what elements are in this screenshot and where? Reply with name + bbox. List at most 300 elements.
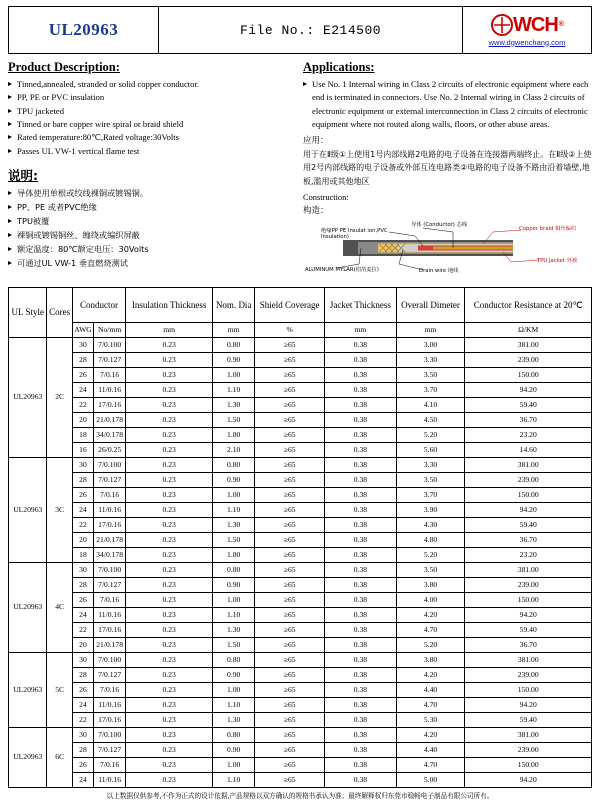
cell-awg: 28: [72, 352, 93, 367]
cell-conductor-resistance: 94.20: [465, 382, 592, 397]
cell-overall-dimeter: 4.80: [396, 532, 465, 547]
cell-awg: 28: [72, 742, 93, 757]
cell-overall-dimeter: 3.70: [396, 382, 465, 397]
cell-nom-dia: 0.80: [213, 562, 255, 577]
cell-jacket-thickness: 0.38: [325, 397, 396, 412]
table-head: [9, 287, 592, 337]
cell-jacket-thickness: 0.38: [325, 727, 396, 742]
cell-overall-dimeter: 4.20: [396, 667, 465, 682]
cell-insulation-thickness: 0.23: [126, 667, 213, 682]
table-row: [9, 517, 592, 532]
cell-overall-dimeter: 3.30: [396, 457, 465, 472]
cell-jacket-thickness: 0.38: [325, 712, 396, 727]
cell-awg: 22: [72, 712, 93, 727]
table-row: [9, 382, 592, 397]
right-column: [303, 60, 592, 280]
cell-conductor-resistance: 36.70: [465, 532, 592, 547]
cell-overall-dimeter: 3.90: [396, 502, 465, 517]
cell-insulation-thickness: 0.23: [126, 637, 213, 652]
subcol-shield-unit: %: [255, 322, 325, 337]
cell-overall-dimeter: 4.70: [396, 757, 465, 772]
cell-conductor-resistance: 150.00: [465, 682, 592, 697]
cell-insulation-thickness: 0.23: [126, 607, 213, 622]
cell-insulation-thickness: 0.23: [126, 682, 213, 697]
cell-conductor-resistance: 381.00: [465, 562, 592, 577]
cell-shield-coverage: ≥65: [255, 367, 325, 382]
cell-jacket-thickness: 0.38: [325, 757, 396, 772]
applications-title: Applications:: [303, 60, 375, 74]
cell-no-mm: 7/0.127: [94, 667, 126, 682]
cell-overall-dimeter: 4.10: [396, 397, 465, 412]
cell-no-mm: 7/0.100: [94, 562, 126, 577]
cell-conductor-resistance: 381.00: [465, 457, 592, 472]
cell-overall-dimeter: 4.70: [396, 622, 465, 637]
table-row: [9, 682, 592, 697]
cell-shield-coverage: ≥65: [255, 592, 325, 607]
col-jacket-thickness: Jacket Thickness: [325, 287, 396, 322]
cell-nom-dia: 1.00: [213, 757, 255, 772]
cell-jacket-thickness: 0.38: [325, 517, 396, 532]
cell-conductor-resistance: 23.20: [465, 547, 592, 562]
cell-insulation-thickness: 0.23: [126, 397, 213, 412]
cell-awg: 22: [72, 517, 93, 532]
cell-awg: 30: [72, 652, 93, 667]
cell-overall-dimeter: 4.40: [396, 742, 465, 757]
cell-jacket-thickness: 0.38: [325, 592, 396, 607]
cell-shield-coverage: ≥65: [255, 547, 325, 562]
cell-jacket-thickness: 0.38: [325, 487, 396, 502]
cell-conductor-resistance: 381.00: [465, 727, 592, 742]
cell-conductor-resistance: 94.20: [465, 697, 592, 712]
cell-nom-dia: 1.10: [213, 607, 255, 622]
ul-style-title: UL20963: [9, 7, 159, 53]
cell-overall-dimeter: 3.70: [396, 487, 465, 502]
list-item: 额定温度：80℃额定电压：30Volts: [8, 243, 297, 257]
cell-awg: 30: [72, 562, 93, 577]
cell-awg: 22: [72, 622, 93, 637]
cell-insulation-thickness: 0.23: [126, 652, 213, 667]
cell-shield-coverage: ≥65: [255, 772, 325, 787]
cell-no-mm: 7/0.127: [94, 742, 126, 757]
table-row: [9, 727, 592, 742]
cell-awg: 30: [72, 457, 93, 472]
cell-jacket-thickness: 0.38: [325, 337, 396, 352]
cell-overall-dimeter: 4.20: [396, 607, 465, 622]
col-nom-dia: Nom. Dia: [213, 287, 255, 322]
cell-insulation-thickness: 0.23: [126, 592, 213, 607]
table-row: [9, 712, 592, 727]
cell-jacket-thickness: 0.38: [325, 412, 396, 427]
cell-insulation-thickness: 0.23: [126, 517, 213, 532]
subcol-insulation-unit: mm: [126, 322, 213, 337]
list-item: Passes UL VW-1 vertical flame test: [8, 145, 297, 158]
cell-awg: 20: [72, 637, 93, 652]
cell-conductor-resistance: 150.00: [465, 592, 592, 607]
cell-conductor-resistance: 14.60: [465, 442, 592, 457]
cell-nom-dia: 1.50: [213, 637, 255, 652]
diagram-label-conductor: 导体 (Conductor) 芯线: [411, 221, 468, 228]
col-conductor-resistance: Conductor Resistance at 20℃: [465, 287, 592, 322]
cell-shield-coverage: ≥65: [255, 637, 325, 652]
applications-text-cn: 用于在Ⅱ级①上使用1号内部线路2电路的电子设备在连接器两端终止。在Ⅱ级②上使用2号内部线路的电子设备或外部互连电路类②电路的电子设备不路由沿着墙壁,地板,滥用或其他地区: [303, 150, 592, 186]
cell-nom-dia: 0.80: [213, 727, 255, 742]
table-row: [9, 457, 592, 472]
cell-cores: 4C: [47, 562, 72, 652]
list-item: Tinned or bare copper wire spiral or braid shield: [8, 118, 297, 131]
cell-jacket-thickness: 0.38: [325, 547, 396, 562]
cell-conductor-resistance: 94.20: [465, 772, 592, 787]
subcol-awg: AWG: [72, 322, 93, 337]
cell-shield-coverage: ≥65: [255, 502, 325, 517]
cell-jacket-thickness: 0.38: [325, 637, 396, 652]
cell-no-mm: 34/0.178: [94, 427, 126, 442]
cell-shield-coverage: ≥65: [255, 712, 325, 727]
company-logo: [463, 7, 591, 53]
diagram-label-drain-wire: Drain wire 地线: [419, 267, 459, 274]
cell-overall-dimeter: 5.20: [396, 427, 465, 442]
cell-jacket-thickness: 0.38: [325, 382, 396, 397]
cell-conductor-resistance: 239.00: [465, 742, 592, 757]
cell-overall-dimeter: 4.40: [396, 682, 465, 697]
cell-overall-dimeter: 3.50: [396, 562, 465, 577]
cell-no-mm: 7/0.16: [94, 487, 126, 502]
construction-label: Construction:: [303, 192, 349, 202]
cell-nom-dia: 1.30: [213, 712, 255, 727]
cell-jacket-thickness: 0.38: [325, 352, 396, 367]
cell-nom-dia: 1.30: [213, 397, 255, 412]
cell-shield-coverage: ≥65: [255, 622, 325, 637]
cell-shield-coverage: ≥65: [255, 382, 325, 397]
cell-ul-style: UL20963: [9, 727, 47, 787]
cell-insulation-thickness: 0.23: [126, 622, 213, 637]
cell-insulation-thickness: 0.23: [126, 562, 213, 577]
table-row: [9, 637, 592, 652]
table-row: [9, 562, 592, 577]
table-row: [9, 337, 592, 352]
cell-no-mm: 7/0.16: [94, 682, 126, 697]
applications-label-cn: 应用：: [303, 136, 329, 147]
cell-no-mm: 7/0.127: [94, 352, 126, 367]
cell-insulation-thickness: 0.23: [126, 577, 213, 592]
table-row: [9, 487, 592, 502]
cell-awg: 22: [72, 397, 93, 412]
cell-shield-coverage: ≥65: [255, 427, 325, 442]
table-body: [9, 337, 592, 787]
cell-insulation-thickness: 0.23: [126, 772, 213, 787]
cell-overall-dimeter: 3.30: [396, 352, 465, 367]
cell-conductor-resistance: 23.20: [465, 427, 592, 442]
cell-conductor-resistance: 239.00: [465, 472, 592, 487]
list-item: TPU被覆: [8, 215, 297, 229]
cell-overall-dimeter: 3.00: [396, 337, 465, 352]
cell-insulation-thickness: 0.23: [126, 457, 213, 472]
cell-shield-coverage: ≥65: [255, 562, 325, 577]
cell-insulation-thickness: 0.23: [126, 532, 213, 547]
cell-insulation-thickness: 0.23: [126, 742, 213, 757]
cell-conductor-resistance: 239.00: [465, 667, 592, 682]
cell-jacket-thickness: 0.38: [325, 472, 396, 487]
list-item: 裸铜或镀锡铜丝、缠绕或编织屏蔽: [8, 229, 297, 243]
cell-shield-coverage: ≥65: [255, 742, 325, 757]
cell-overall-dimeter: 3.80: [396, 577, 465, 592]
logo-mark: [491, 14, 563, 36]
list-item: PP, PE or PVC insulation: [8, 91, 297, 104]
cell-insulation-thickness: 0.23: [126, 412, 213, 427]
cell-insulation-thickness: 0.23: [126, 427, 213, 442]
table-row: [9, 547, 592, 562]
cell-insulation-thickness: 0.23: [126, 502, 213, 517]
cell-conductor-resistance: 59.40: [465, 622, 592, 637]
cell-nom-dia: 0.90: [213, 667, 255, 682]
cell-nom-dia: 2.10: [213, 442, 255, 457]
cell-nom-dia: 1.10: [213, 697, 255, 712]
diagram-label-tpu-jacket: TPU Jacket 外被: [537, 257, 578, 264]
cell-jacket-thickness: 0.38: [325, 697, 396, 712]
cell-no-mm: 17/0.16: [94, 517, 126, 532]
cell-jacket-thickness: 0.38: [325, 652, 396, 667]
cell-nom-dia: 0.90: [213, 472, 255, 487]
cell-conductor-resistance: 94.20: [465, 607, 592, 622]
cell-nom-dia: 1.10: [213, 772, 255, 787]
col-conductor: Conductor: [72, 287, 125, 322]
cell-no-mm: 11/0.16: [94, 697, 126, 712]
specification-table: [8, 287, 592, 788]
cell-jacket-thickness: 0.38: [325, 682, 396, 697]
cell-nom-dia: 1.10: [213, 502, 255, 517]
cell-jacket-thickness: 0.38: [325, 577, 396, 592]
cell-overall-dimeter: 4.20: [396, 727, 465, 742]
cell-insulation-thickness: 0.23: [126, 487, 213, 502]
cell-shield-coverage: ≥65: [255, 397, 325, 412]
subcol-jacket-unit: mm: [325, 322, 396, 337]
list-item: TPU jacketed: [8, 105, 297, 118]
cell-awg: 18: [72, 547, 93, 562]
list-item: Tinned,annealed, stranded or solid copper conductor.: [8, 78, 297, 91]
cell-nom-dia: 0.80: [213, 457, 255, 472]
logo-icon: [491, 14, 513, 36]
cell-ul-style: UL20963: [9, 457, 47, 562]
cell-overall-dimeter: 3.50: [396, 472, 465, 487]
table-subheader-row: [9, 322, 592, 337]
cell-cores: 3C: [47, 457, 72, 562]
cell-shield-coverage: ≥65: [255, 457, 325, 472]
cell-conductor-resistance: 150.00: [465, 757, 592, 772]
subcol-no-mm: No/mm: [94, 322, 126, 337]
cell-cores: 2C: [47, 337, 72, 457]
cell-nom-dia: 0.90: [213, 577, 255, 592]
table-row: [9, 607, 592, 622]
table-row: [9, 532, 592, 547]
cell-awg: 20: [72, 412, 93, 427]
cell-conductor-resistance: 59.40: [465, 517, 592, 532]
cell-awg: 24: [72, 697, 93, 712]
cell-no-mm: 7/0.100: [94, 652, 126, 667]
cell-no-mm: 21/0.178: [94, 532, 126, 547]
cell-shield-coverage: ≥65: [255, 487, 325, 502]
cell-insulation-thickness: 0.23: [126, 472, 213, 487]
cell-shield-coverage: ≥65: [255, 652, 325, 667]
col-insulation-thickness: Insulation Thickness: [126, 287, 213, 322]
table-row: [9, 667, 592, 682]
cell-conductor-resistance: 59.40: [465, 397, 592, 412]
cell-overall-dimeter: 4.70: [396, 697, 465, 712]
cell-awg: 28: [72, 577, 93, 592]
cell-no-mm: 34/0.178: [94, 547, 126, 562]
cell-no-mm: 11/0.16: [94, 772, 126, 787]
cell-ul-style: UL20963: [9, 337, 47, 457]
page-header: [8, 6, 592, 54]
cell-awg: 30: [72, 727, 93, 742]
cell-awg: 28: [72, 667, 93, 682]
cell-shield-coverage: ≥65: [255, 442, 325, 457]
cell-jacket-thickness: 0.38: [325, 427, 396, 442]
cell-no-mm: 7/0.127: [94, 472, 126, 487]
cell-insulation-thickness: 0.23: [126, 382, 213, 397]
diagram-label-aluminum-mylar: ALUMINUM MYLAR(铝箔麦拉): [305, 266, 379, 273]
table-row: [9, 757, 592, 772]
table-row: [9, 442, 592, 457]
cell-awg: 24: [72, 772, 93, 787]
col-shield-coverage: Shield Coverage: [255, 287, 325, 322]
cell-insulation-thickness: 0.23: [126, 337, 213, 352]
cell-nom-dia: 0.80: [213, 652, 255, 667]
cell-jacket-thickness: 0.38: [325, 622, 396, 637]
cell-overall-dimeter: 5.60: [396, 442, 465, 457]
cell-no-mm: 17/0.16: [94, 397, 126, 412]
cell-no-mm: 17/0.16: [94, 712, 126, 727]
cell-nom-dia: 1.00: [213, 367, 255, 382]
cell-overall-dimeter: 3.80: [396, 652, 465, 667]
cell-nom-dia: 1.50: [213, 532, 255, 547]
cell-jacket-thickness: 0.38: [325, 667, 396, 682]
table-row: [9, 772, 592, 787]
cell-insulation-thickness: 0.23: [126, 367, 213, 382]
cell-no-mm: 11/0.16: [94, 607, 126, 622]
cell-shield-coverage: ≥65: [255, 697, 325, 712]
cell-no-mm: 7/0.127: [94, 577, 126, 592]
cell-overall-dimeter: 5.00: [396, 772, 465, 787]
cell-no-mm: 7/0.16: [94, 757, 126, 772]
cell-jacket-thickness: 0.38: [325, 772, 396, 787]
subcol-overall-unit: mm: [396, 322, 465, 337]
logo-text: WCH: [513, 13, 558, 36]
table-row: [9, 502, 592, 517]
cell-nom-dia: 1.00: [213, 682, 255, 697]
cell-overall-dimeter: 3.50: [396, 367, 465, 382]
cell-nom-dia: 1.00: [213, 487, 255, 502]
cell-conductor-resistance: 381.00: [465, 652, 592, 667]
cell-shield-coverage: ≥65: [255, 412, 325, 427]
cell-overall-dimeter: 5.20: [396, 547, 465, 562]
list-item: Rated temperature:80℃,Rated voltage:30Volts: [8, 131, 297, 144]
cell-jacket-thickness: 0.38: [325, 367, 396, 382]
cell-conductor-resistance: 150.00: [465, 367, 592, 382]
cell-no-mm: 21/0.178: [94, 412, 126, 427]
col-overall-dimeter: Overall Dimeter: [396, 287, 465, 322]
cell-nom-dia: 0.90: [213, 742, 255, 757]
cell-no-mm: 7/0.100: [94, 337, 126, 352]
cell-insulation-thickness: 0.23: [126, 712, 213, 727]
cell-shield-coverage: ≥65: [255, 517, 325, 532]
cell-conductor-resistance: 36.70: [465, 637, 592, 652]
product-description-list-cn: [8, 187, 297, 271]
table-header-row: [9, 287, 592, 322]
cell-cores: 6C: [47, 727, 72, 787]
table-row: [9, 622, 592, 637]
left-column: [8, 60, 303, 280]
cell-shield-coverage: ≥65: [255, 352, 325, 367]
product-description-list: [8, 78, 297, 158]
cell-cores: 5C: [47, 652, 72, 727]
cell-nom-dia: 1.10: [213, 382, 255, 397]
cell-conductor-resistance: 59.40: [465, 712, 592, 727]
table-row: [9, 472, 592, 487]
product-description-title: Product Description:: [8, 60, 120, 74]
cell-overall-dimeter: 4.30: [396, 517, 465, 532]
cell-awg: 24: [72, 382, 93, 397]
cell-conductor-resistance: 36.70: [465, 412, 592, 427]
cell-jacket-thickness: 0.38: [325, 742, 396, 757]
cell-conductor-resistance: 150.00: [465, 487, 592, 502]
cell-insulation-thickness: 0.23: [126, 697, 213, 712]
body-columns: [8, 60, 592, 280]
table-row: [9, 742, 592, 757]
cell-insulation-thickness: 0.23: [126, 727, 213, 742]
cell-awg: 26: [72, 757, 93, 772]
cell-overall-dimeter: 4.50: [396, 412, 465, 427]
col-ul-style: UL Style: [9, 287, 47, 337]
cell-awg: 28: [72, 472, 93, 487]
cell-conductor-resistance: 94.20: [465, 502, 592, 517]
cell-jacket-thickness: 0.38: [325, 502, 396, 517]
col-cores: Cores: [47, 287, 72, 337]
cell-jacket-thickness: 0.38: [325, 457, 396, 472]
cell-no-mm: 7/0.100: [94, 457, 126, 472]
cell-no-mm: 11/0.16: [94, 382, 126, 397]
cell-conductor-resistance: 381.00: [465, 337, 592, 352]
company-website-link[interactable]: www.dgwenchang.com: [488, 37, 566, 47]
list-item: 导体使用单根或绞线裸铜或镀锡铜。: [8, 187, 297, 201]
subcol-nom-dia-unit: mm: [213, 322, 255, 337]
cell-shield-coverage: ≥65: [255, 682, 325, 697]
cell-conductor-resistance: 239.00: [465, 352, 592, 367]
cell-jacket-thickness: 0.38: [325, 442, 396, 457]
cell-no-mm: 17/0.16: [94, 622, 126, 637]
table-row: [9, 577, 592, 592]
cell-nom-dia: 1.30: [213, 622, 255, 637]
cell-awg: 24: [72, 502, 93, 517]
table-row: [9, 352, 592, 367]
cell-jacket-thickness: 0.38: [325, 607, 396, 622]
cell-nom-dia: 0.80: [213, 337, 255, 352]
table-row: [9, 367, 592, 382]
cell-no-mm: 7/0.16: [94, 367, 126, 382]
cell-insulation-thickness: 0.23: [126, 757, 213, 772]
product-description-title-cn: 说明:: [8, 167, 38, 183]
table-row: [9, 592, 592, 607]
cell-nom-dia: 1.00: [213, 592, 255, 607]
diagram-label-insulation: 绝缘PP PE Insulat ion,PVC Insulation): [321, 227, 388, 240]
list-item: PP、PE 或者PVC绝缘: [8, 201, 297, 215]
cell-overall-dimeter: 4.00: [396, 592, 465, 607]
cell-shield-coverage: ≥65: [255, 667, 325, 682]
list-item: 可通过UL VW-1 垂直燃烧测试: [8, 257, 297, 271]
cell-awg: 26: [72, 367, 93, 382]
cell-conductor-resistance: 239.00: [465, 577, 592, 592]
table-row: [9, 697, 592, 712]
applications-list: [303, 78, 592, 131]
cell-nom-dia: 1.80: [213, 547, 255, 562]
